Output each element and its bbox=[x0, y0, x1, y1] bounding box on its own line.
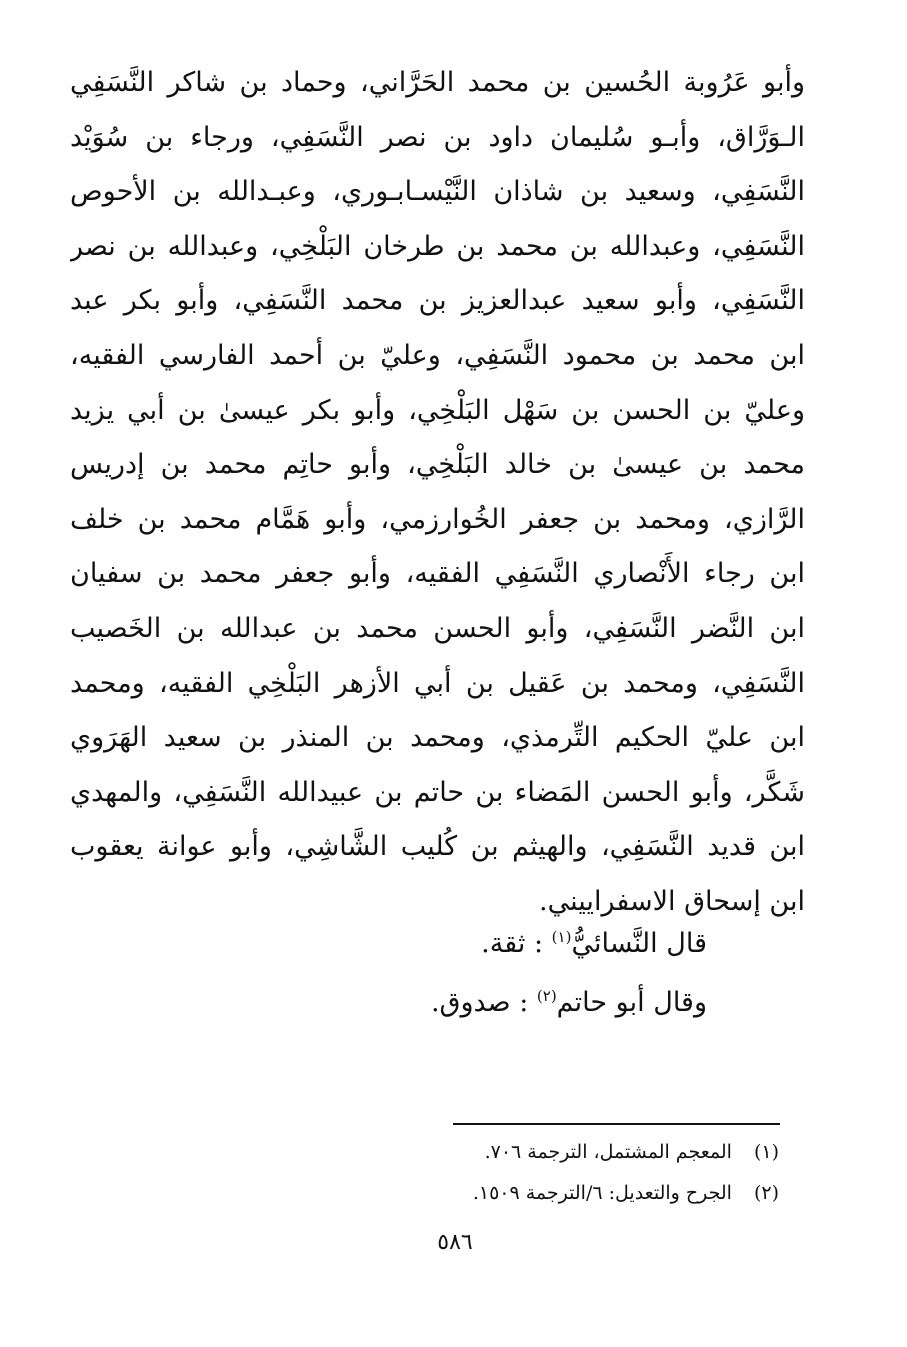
text-line: الرَّازي، ومحمد بن جعفر الخُوارزمي، وأبو هَمَّام محمد بن خلف bbox=[70, 503, 805, 535]
text-line: النَّسَفِي، ومحمد بن عَقيل بن أبي الأزهر البَلْخِي الفقيه، ومحمد bbox=[70, 667, 805, 699]
text-line: ابن النَّضر النَّسَفِي، وأبو الحسن محمد بن عبدالله بن الخَصيب bbox=[70, 612, 805, 644]
text-line: ابن إسحاق الاسفراييني. bbox=[539, 885, 805, 917]
footnote-separator bbox=[453, 1123, 780, 1125]
footnote-ref[interactable]: (٢) bbox=[536, 987, 557, 1005]
footnote-number: (٢) bbox=[753, 1182, 779, 1204]
footnote-ref[interactable]: (١) bbox=[551, 928, 572, 946]
footnote-number: (١) bbox=[753, 1141, 779, 1163]
text-line: الـوَرَّاق، وأبـو سُليمان داود بن نصر النَّسَفِي، ورجاء بن سُوَيْد bbox=[70, 121, 805, 153]
text-line: وأبو عَرُوبة الحُسين بن محمد الحَرَّاني، وحماد بن شاكر النَّسَفِي bbox=[70, 67, 805, 98]
quote-speaker: وقال أبو حاتم bbox=[556, 987, 707, 1018]
footnote-text: الجرح والتعديل: ٦/الترجمة ١٥٠٩. bbox=[472, 1182, 732, 1204]
text-line: محمد بن عيسىٰ بن خالد البَلْخِي، وأبو حاتِم محمد بن إدريس bbox=[70, 449, 805, 481]
text-line: النَّسَفِي، وعبدالله بن محمد بن طرخان البَلْخِي، وعبدالله بن نصر bbox=[70, 230, 805, 262]
quote-text: : ثقة. bbox=[481, 928, 544, 959]
main-paragraph bbox=[70, 56, 805, 930]
quote-text: : صدوق. bbox=[430, 987, 529, 1018]
text-line: ابن عليّ الحكيم التِّرمذي، ومحمد بن المنذر بن سعيد الهَرَوي bbox=[70, 722, 805, 754]
footnote-text: المعجم المشتمل، الترجمة ٧٠٦. bbox=[484, 1141, 732, 1163]
text-line: النَّسَفِي، وأبو سعيد عبدالعزيز بن محمد النَّسَفِي، وأبو بكر عبد bbox=[70, 285, 805, 317]
quote-nasai bbox=[187, 928, 707, 959]
quote-speaker: قال النَّسائيُّ bbox=[571, 928, 707, 959]
footnote-2 bbox=[259, 1182, 779, 1204]
text-line: شَكَّر، وأبو الحسن المَضاء بن حاتم بن عبيدالله النَّسَفِي، والمهدي bbox=[70, 776, 805, 808]
text-line: وعليّ بن الحسن بن سَهْل البَلْخِي، وأبو بكر عيسىٰ بن أبي يزيد bbox=[70, 394, 805, 426]
page-number: ٥٨٦ bbox=[437, 1230, 473, 1255]
quote-abu-hatim bbox=[187, 987, 707, 1018]
text-line: ابن قديد النَّسَفِي، والهيثم بن كُليب الشَّاشِي، وأبو عوانة يعقوب bbox=[70, 831, 805, 863]
text-line: ابن رجاء الأَنْصاري النَّسَفِي الفقيه، وأبو جعفر محمد بن سفيان bbox=[70, 558, 805, 590]
footnote-1 bbox=[259, 1141, 779, 1163]
text-line: ابن محمد بن محمود النَّسَفِي، وعليّ بن أحمد الفارسي الفقيه، bbox=[70, 339, 805, 371]
text-line: النَّسَفِي، وسعيد بن شاذان النَّيْسـابـوري، وعبـدالله بن الأحوص bbox=[70, 176, 805, 208]
